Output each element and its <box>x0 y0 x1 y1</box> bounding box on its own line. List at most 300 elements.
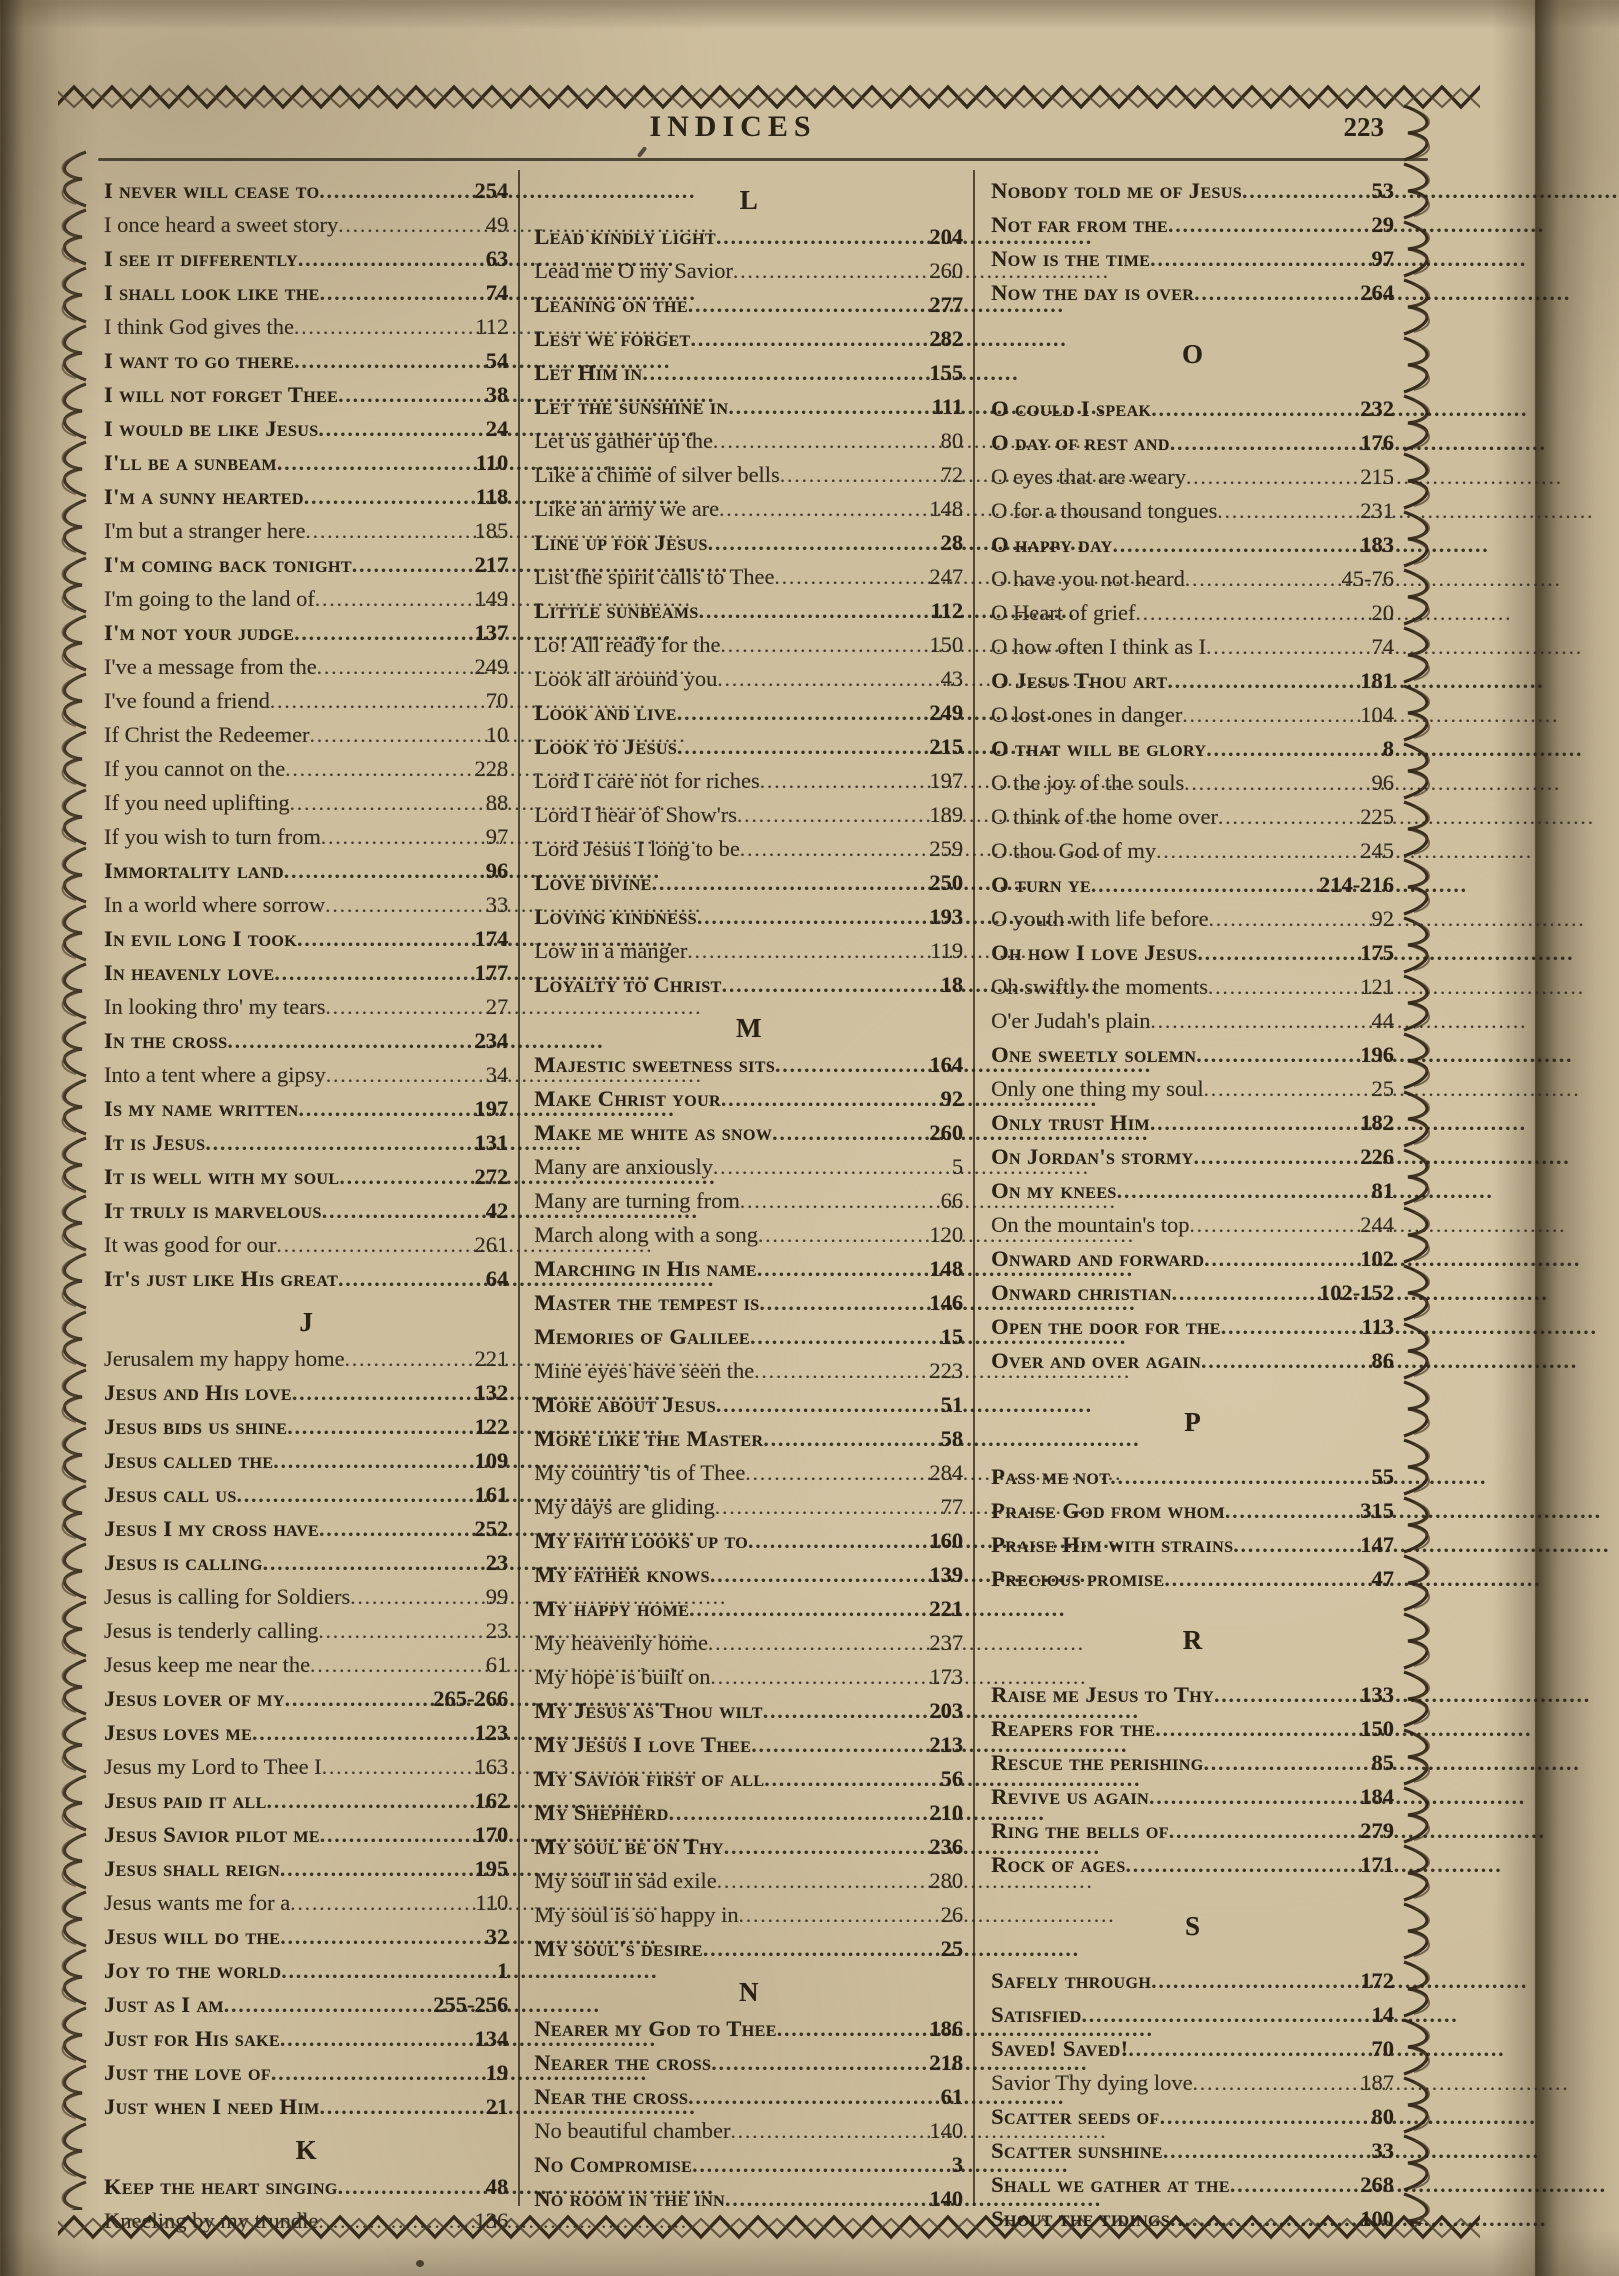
entry-title: I've a message from the <box>104 654 317 679</box>
leader-dots <box>1194 276 1357 310</box>
entry-title: O how often I think as I <box>991 634 1207 659</box>
entry-title: Shout the tidings <box>991 2206 1171 2231</box>
entry-page-number: 183 <box>1360 532 1394 557</box>
index-entry <box>104 1376 508 1410</box>
entry-title: Make Christ your <box>534 1086 721 1111</box>
leader-dots <box>345 1342 472 1376</box>
leader-dots <box>691 322 927 356</box>
entry-title: My Jesus as Thou wilt <box>534 1698 763 1723</box>
entry-page-number: 88 <box>485 790 509 815</box>
entry-page-number: 33 <box>1371 2138 1394 2163</box>
entry-title: In a world where sorrow <box>104 892 326 917</box>
entry-page-number: 86 <box>1371 1348 1394 1373</box>
entry-page-number: 218 <box>929 2050 964 2075</box>
leader-dots <box>715 1490 932 1524</box>
entry-page-number: 81 <box>1371 1178 1394 1203</box>
entry-page-number: 228 <box>474 756 509 781</box>
leader-dots <box>224 1988 430 2022</box>
leader-dots <box>719 492 926 526</box>
entry-title: I once heard a sweet story <box>104 212 339 237</box>
leader-dots <box>1217 494 1357 528</box>
index-entry <box>104 888 508 922</box>
entry-page-number: 25 <box>940 1936 964 1961</box>
entry-page-number: 140 <box>929 2118 964 2143</box>
entry-title: Open the door for the <box>991 1314 1221 1339</box>
index-entry <box>104 548 508 582</box>
entry-page-number: 160 <box>929 1528 964 1553</box>
section-letter-N: N <box>738 1977 759 2007</box>
entry-page-number: 51 <box>940 1392 964 1417</box>
index-entry <box>104 1988 508 2022</box>
entry-title: Mine eyes have seen the <box>534 1358 755 1383</box>
entry-title: I'm not your judge <box>104 620 295 645</box>
entry-title: Raise me Jesus to Thy <box>991 1682 1215 1707</box>
entry-title: My days are gliding <box>534 1494 715 1519</box>
entry-title: Lord I care not for riches <box>534 768 760 793</box>
entry-title: My soul's desire <box>534 1936 704 1961</box>
header-rule <box>98 158 1428 161</box>
entry-page-number: 265-266 <box>433 1686 509 1711</box>
entry-title: Jesus is calling <box>104 1550 263 1575</box>
leader-dots <box>318 1614 477 1648</box>
entry-page-number: 210 <box>929 1800 964 1825</box>
leader-dots <box>237 1478 472 1512</box>
entry-page-number: 120 <box>929 1222 964 1247</box>
entry-page-number: 102 <box>1360 1246 1394 1271</box>
index-entry <box>104 344 508 378</box>
entry-title: Just as I am <box>104 1992 224 2017</box>
entry-page-number: 102-152 <box>1318 1280 1394 1305</box>
entry-page-number: 171 <box>1360 1852 1394 1877</box>
entry-page-number: 1 <box>497 1958 509 1983</box>
leader-dots <box>1201 1344 1363 1378</box>
entry-title: My heavenly home <box>534 1630 708 1655</box>
leader-dots <box>739 1898 932 1932</box>
leader-dots <box>1164 1562 1363 1596</box>
entry-page-number: 19 <box>485 2060 509 2085</box>
index-entry <box>104 1126 508 1160</box>
entry-page-number: 66 <box>940 1188 964 1213</box>
leader-dots <box>1151 1964 1357 1998</box>
entry-page-number: 217 <box>474 552 509 577</box>
leader-dots <box>652 866 927 900</box>
entry-title: Lead kindly light <box>534 224 717 249</box>
leader-dots <box>320 276 478 310</box>
leader-dots <box>290 1886 472 1920</box>
index-entry <box>104 1194 508 1228</box>
entry-page-number: 112 <box>930 598 964 623</box>
index-entry <box>104 412 508 446</box>
entry-title: My happy home <box>534 1596 690 1621</box>
index-entry <box>104 1852 508 1886</box>
entry-page-number: 96 <box>1371 770 1394 795</box>
section-letter-K: K <box>295 2135 317 2165</box>
index-entry <box>104 378 508 412</box>
index-entry <box>104 1444 508 1478</box>
entry-title: Let Him in <box>534 360 643 385</box>
entry-title: I'm going to the land of <box>104 586 315 611</box>
leader-dots <box>1206 630 1363 664</box>
entry-title: My hope is built on <box>534 1664 711 1689</box>
entry-title: O turn ye <box>991 872 1092 897</box>
entry-page-number: 261 <box>474 1232 509 1257</box>
leader-dots <box>280 2022 471 2056</box>
entry-page-number: 150 <box>929 632 964 657</box>
index-entry <box>104 1682 508 1716</box>
entry-title: My faith looks up to <box>534 1528 749 1553</box>
leader-dots <box>1185 562 1339 596</box>
entry-title: I want to go there <box>104 348 295 373</box>
entry-title: No room in the inn <box>534 2186 726 2211</box>
entry-page-number: 132 <box>474 1380 509 1405</box>
entry-page-number: 195 <box>474 1856 509 1881</box>
section-letter-O: O <box>1182 339 1204 369</box>
entry-title: If you need uplifting <box>104 790 290 815</box>
entry-title: Revive us again <box>991 1784 1150 1809</box>
leader-dots <box>1204 1072 1363 1106</box>
entry-title: My country 'tis of Thee <box>534 1460 746 1485</box>
page-number: 223 <box>1343 112 1384 142</box>
entry-page-number: 254 <box>474 178 509 203</box>
index-entry <box>534 1116 963 1150</box>
leader-dots <box>322 1194 477 1228</box>
entry-page-number: 133 <box>1360 1682 1394 1707</box>
leader-dots <box>1225 1494 1357 1528</box>
entry-page-number: 182 <box>1360 1110 1394 1135</box>
leader-dots <box>1150 242 1363 276</box>
index-entry <box>104 1716 508 1750</box>
leader-dots <box>1135 596 1363 630</box>
index-entry <box>104 310 508 344</box>
entry-title: Kneeling by my trundle <box>104 2208 319 2233</box>
entry-title: O have you not heard <box>991 566 1185 591</box>
entry-page-number: 147 <box>1360 1532 1394 1557</box>
entry-title: Like an army we are <box>534 496 720 521</box>
entry-title: My father knows <box>534 1562 710 1587</box>
entry-page-number: 134 <box>474 2026 509 2051</box>
leader-dots <box>252 1716 471 1750</box>
entry-title: O day of rest and <box>991 430 1170 455</box>
entry-page-number: 232 <box>1360 396 1394 421</box>
page-title: INDICES <box>649 110 817 143</box>
entry-title: Jesus lover of my <box>104 1686 285 1711</box>
index-entry <box>991 1004 1394 1038</box>
entry-title: My Savior first of all <box>534 1766 765 1791</box>
leader-dots <box>338 208 477 242</box>
index-entry <box>104 1818 508 1852</box>
entry-title: Near the cross <box>534 2084 689 2109</box>
entry-title: O that will be glory <box>991 736 1207 761</box>
index-entry <box>104 1478 508 1512</box>
entry-title: I've found a friend <box>104 688 270 713</box>
leader-dots <box>1156 834 1357 868</box>
entry-page-number: 47 <box>1371 1566 1394 1591</box>
entry-page-number: 215 <box>929 734 964 759</box>
entry-page-number: 122 <box>474 1414 509 1439</box>
entry-page-number: 97 <box>485 824 509 849</box>
entry-page-number: 110 <box>475 1890 509 1915</box>
entry-page-number: 74 <box>485 280 509 305</box>
entry-title: Nearer the cross <box>534 2050 712 2075</box>
entry-page-number: 234 <box>474 1028 509 1053</box>
entry-page-number: 214-216 <box>1318 872 1394 897</box>
index-entry <box>104 956 508 990</box>
entry-page-number: 149 <box>474 586 509 611</box>
entry-page-number: 161 <box>474 1482 509 1507</box>
entry-page-number: 197 <box>474 1096 509 1121</box>
leader-dots <box>1230 2168 1357 2202</box>
entry-page-number: 111 <box>931 394 964 419</box>
leader-dots <box>319 412 478 446</box>
leader-dots <box>228 1024 472 1058</box>
leader-dots <box>772 1116 926 1150</box>
section-letter-L: L <box>739 185 758 215</box>
entry-title: Many are turning from <box>534 1188 740 1213</box>
entry-page-number: 77 <box>940 1494 964 1519</box>
entry-title: Onward christian <box>991 1280 1172 1305</box>
entry-title: Look to Jesus <box>534 734 678 759</box>
index-entry <box>104 276 508 310</box>
entry-page-number: 80 <box>1371 2104 1394 2129</box>
entry-page-number: 148 <box>929 1256 964 1281</box>
leader-dots <box>775 1048 926 1082</box>
entry-title: O Jesus Thou art <box>991 668 1168 693</box>
leader-dots <box>1155 1712 1357 1746</box>
index-entry <box>991 868 1394 902</box>
entry-title: Jesus is tenderly calling <box>104 1618 319 1643</box>
index-entry <box>104 1886 508 1920</box>
leader-dots <box>677 730 926 764</box>
leader-dots <box>720 628 926 662</box>
leader-dots <box>1182 698 1357 732</box>
entry-title: Make me white as snow <box>534 1120 773 1145</box>
leader-dots <box>270 684 477 718</box>
leader-dots <box>642 356 926 390</box>
entry-title: Praise Him with strains <box>991 1532 1234 1557</box>
entry-title: I'll be a sunbeam <box>104 450 277 475</box>
entry-title: Ring the bells of <box>991 1818 1169 1843</box>
entry-page-number: 26 <box>940 1902 964 1927</box>
index-entry <box>534 1286 963 1320</box>
leader-dots <box>1160 2100 1363 2134</box>
leader-dots <box>708 1626 926 1660</box>
entry-page-number: 148 <box>929 496 964 521</box>
entry-title: Lead me O my Savior <box>534 258 733 283</box>
entry-title: Jesus keep me near the <box>104 1652 311 1677</box>
leader-dots <box>305 514 471 548</box>
entry-title: Satisfied <box>991 2002 1082 2027</box>
leader-dots <box>315 582 472 616</box>
entry-page-number: 15 <box>940 1324 964 1349</box>
entry-title: O Heart of grief <box>991 600 1136 625</box>
index-columns <box>98 170 1428 2233</box>
index-entry <box>104 1342 508 1376</box>
leader-dots <box>780 458 932 492</box>
leader-dots <box>338 1262 477 1296</box>
entry-page-number: 186 <box>929 2016 964 2041</box>
leader-dots <box>1193 2066 1358 2100</box>
entry-page-number: 175 <box>1360 940 1394 965</box>
entry-title: Pass me not <box>991 1464 1111 1489</box>
index-entry <box>104 1954 508 1988</box>
entry-page-number: 121 <box>1360 974 1394 999</box>
leader-dots <box>721 1082 932 1116</box>
entry-page-number: 181 <box>1360 668 1394 693</box>
leader-dots <box>708 526 932 560</box>
entry-page-number: 118 <box>475 484 509 509</box>
entry-title: Savior Thy dying love <box>991 2070 1193 2095</box>
leader-dots <box>774 560 926 594</box>
leader-dots <box>760 764 927 798</box>
entry-title: If you cannot on the <box>104 756 286 781</box>
leader-dots <box>1206 732 1363 766</box>
leader-dots <box>1172 1276 1316 1310</box>
entry-page-number: 284 <box>929 1460 964 1485</box>
index-entry <box>104 1228 508 1262</box>
leader-dots <box>711 1660 927 1694</box>
entry-page-number: 272 <box>474 1164 509 1189</box>
index-entry <box>104 1058 508 1092</box>
leader-dots <box>717 662 932 696</box>
leader-dots <box>1214 1678 1357 1712</box>
entry-title: Jesus paid it all <box>104 1788 267 1813</box>
entry-page-number: 48 <box>485 2174 509 2199</box>
entry-title: Scatter sunshine <box>991 2138 1163 2163</box>
entry-title: Rescue the perishing <box>991 1750 1204 1775</box>
entry-title: O'er Judah's plain <box>991 1008 1151 1033</box>
leader-dots <box>703 1932 932 1966</box>
leader-dots <box>338 378 477 412</box>
entry-page-number: 247 <box>929 564 964 589</box>
entry-page-number: 20 <box>1371 600 1394 625</box>
entry-page-number: 21 <box>485 2094 509 2119</box>
entry-title: Saved! Saved! <box>991 2036 1129 2061</box>
leader-dots <box>777 2012 927 2046</box>
entry-title: In the cross <box>104 1028 228 1053</box>
top-border-ornament <box>58 82 1480 112</box>
entry-page-number: 43 <box>940 666 964 691</box>
leader-dots <box>745 1456 926 1490</box>
leader-dots <box>267 1784 472 1818</box>
entry-page-number: 34 <box>485 1062 509 1087</box>
entry-title: Scatter seeds of <box>991 2104 1160 2129</box>
leader-dots <box>263 1546 478 1580</box>
entry-title: Like a chime of silver bells <box>534 462 780 487</box>
leader-dots <box>287 1410 471 1444</box>
entry-page-number: 196 <box>1360 1042 1394 1067</box>
index-entry <box>104 1750 508 1784</box>
entry-page-number: 74 <box>1371 634 1394 659</box>
entry-title: I shall look like the <box>104 280 320 305</box>
leader-dots <box>292 1376 472 1410</box>
entry-page-number: 14 <box>1371 2002 1394 2027</box>
leader-dots <box>320 2090 478 2124</box>
leader-dots <box>725 2182 926 2216</box>
entry-page-number: 70 <box>485 688 509 713</box>
entry-page-number: 5 <box>951 1154 964 1179</box>
leader-dots <box>338 2170 477 2204</box>
entry-page-number: 55 <box>1371 1464 1394 1489</box>
leader-dots <box>325 888 477 922</box>
index-entry <box>104 990 508 1024</box>
entry-title: I'm a sunny hearted <box>104 484 304 509</box>
entry-title: Now the day is over <box>991 280 1195 305</box>
entry-title: It is well with my soul <box>104 1164 340 1189</box>
entry-page-number: 139 <box>929 1562 964 1587</box>
entry-page-number: 213 <box>929 1732 964 1757</box>
entry-page-number: 244 <box>1360 1212 1394 1237</box>
entry-page-number: 80 <box>940 428 964 453</box>
leader-dots <box>717 1864 927 1898</box>
entry-title: I think God gives the <box>104 314 294 339</box>
entry-page-number: 279 <box>1360 1818 1394 1843</box>
leader-dots <box>677 696 927 730</box>
entry-page-number: 260 <box>929 258 964 283</box>
entry-title: Is my name written <box>104 1096 299 1121</box>
entry-title: If Christ the Redeemer <box>104 722 310 747</box>
entry-page-number: 99 <box>485 1584 509 1609</box>
index-entry <box>991 1964 1394 1998</box>
leader-dots <box>271 2056 477 2090</box>
entry-title: Reapers for the <box>991 1716 1156 1741</box>
leader-dots <box>322 1750 472 1784</box>
entry-title: Line up for Jesus <box>534 530 708 555</box>
index-entry <box>104 514 508 548</box>
leader-dots <box>1150 1106 1357 1140</box>
entry-page-number: 255-256 <box>433 1992 509 2017</box>
leader-dots <box>310 718 478 752</box>
entry-page-number: 97 <box>1371 246 1394 271</box>
entry-title: Praise God from whom <box>991 1498 1226 1523</box>
index-entry <box>104 2022 508 2056</box>
entry-page-number: 28 <box>940 530 964 555</box>
leader-dots <box>1113 528 1358 562</box>
index-entry <box>104 480 508 514</box>
leader-dots <box>1204 1242 1357 1276</box>
entry-page-number: 54 <box>485 348 509 373</box>
entry-title: I will not forget Thee <box>104 382 339 407</box>
index-entry <box>104 446 508 480</box>
leader-dots <box>285 752 471 786</box>
leader-dots <box>299 1092 472 1126</box>
entry-title: My soul in sad exile <box>534 1868 717 1893</box>
entry-title: Loving kindness <box>534 904 697 929</box>
leader-dots <box>760 1286 927 1320</box>
entry-page-number: 92 <box>940 1086 964 1111</box>
leader-dots <box>339 1160 471 1194</box>
index-entry <box>104 1512 508 1546</box>
entry-title: Little sunbeams <box>534 598 699 623</box>
leader-dots <box>689 1592 926 1626</box>
entry-title: Lord I hear of Show'rs <box>534 802 738 827</box>
index-entry <box>104 1546 508 1580</box>
entry-page-number: 29 <box>1371 212 1394 237</box>
ink-speck <box>416 2260 424 2267</box>
entry-title: On Jordan's stormy <box>991 1144 1194 1169</box>
entry-title: Jesus Savior pilot me <box>104 1822 320 1847</box>
leader-dots <box>205 1126 471 1160</box>
leader-dots <box>317 650 472 684</box>
entry-title: Let us gather up the <box>534 428 713 453</box>
entry-page-number: 100 <box>1360 2206 1394 2231</box>
index-entry <box>104 582 508 616</box>
entry-page-number: 23 <box>485 1618 509 1643</box>
leader-dots <box>1194 1140 1358 1174</box>
leader-dots <box>1184 766 1363 800</box>
entry-page-number: 264 <box>1360 280 1394 305</box>
entry-page-number: 32 <box>485 1924 509 1949</box>
entry-title: Loyalty to Christ <box>534 972 722 997</box>
